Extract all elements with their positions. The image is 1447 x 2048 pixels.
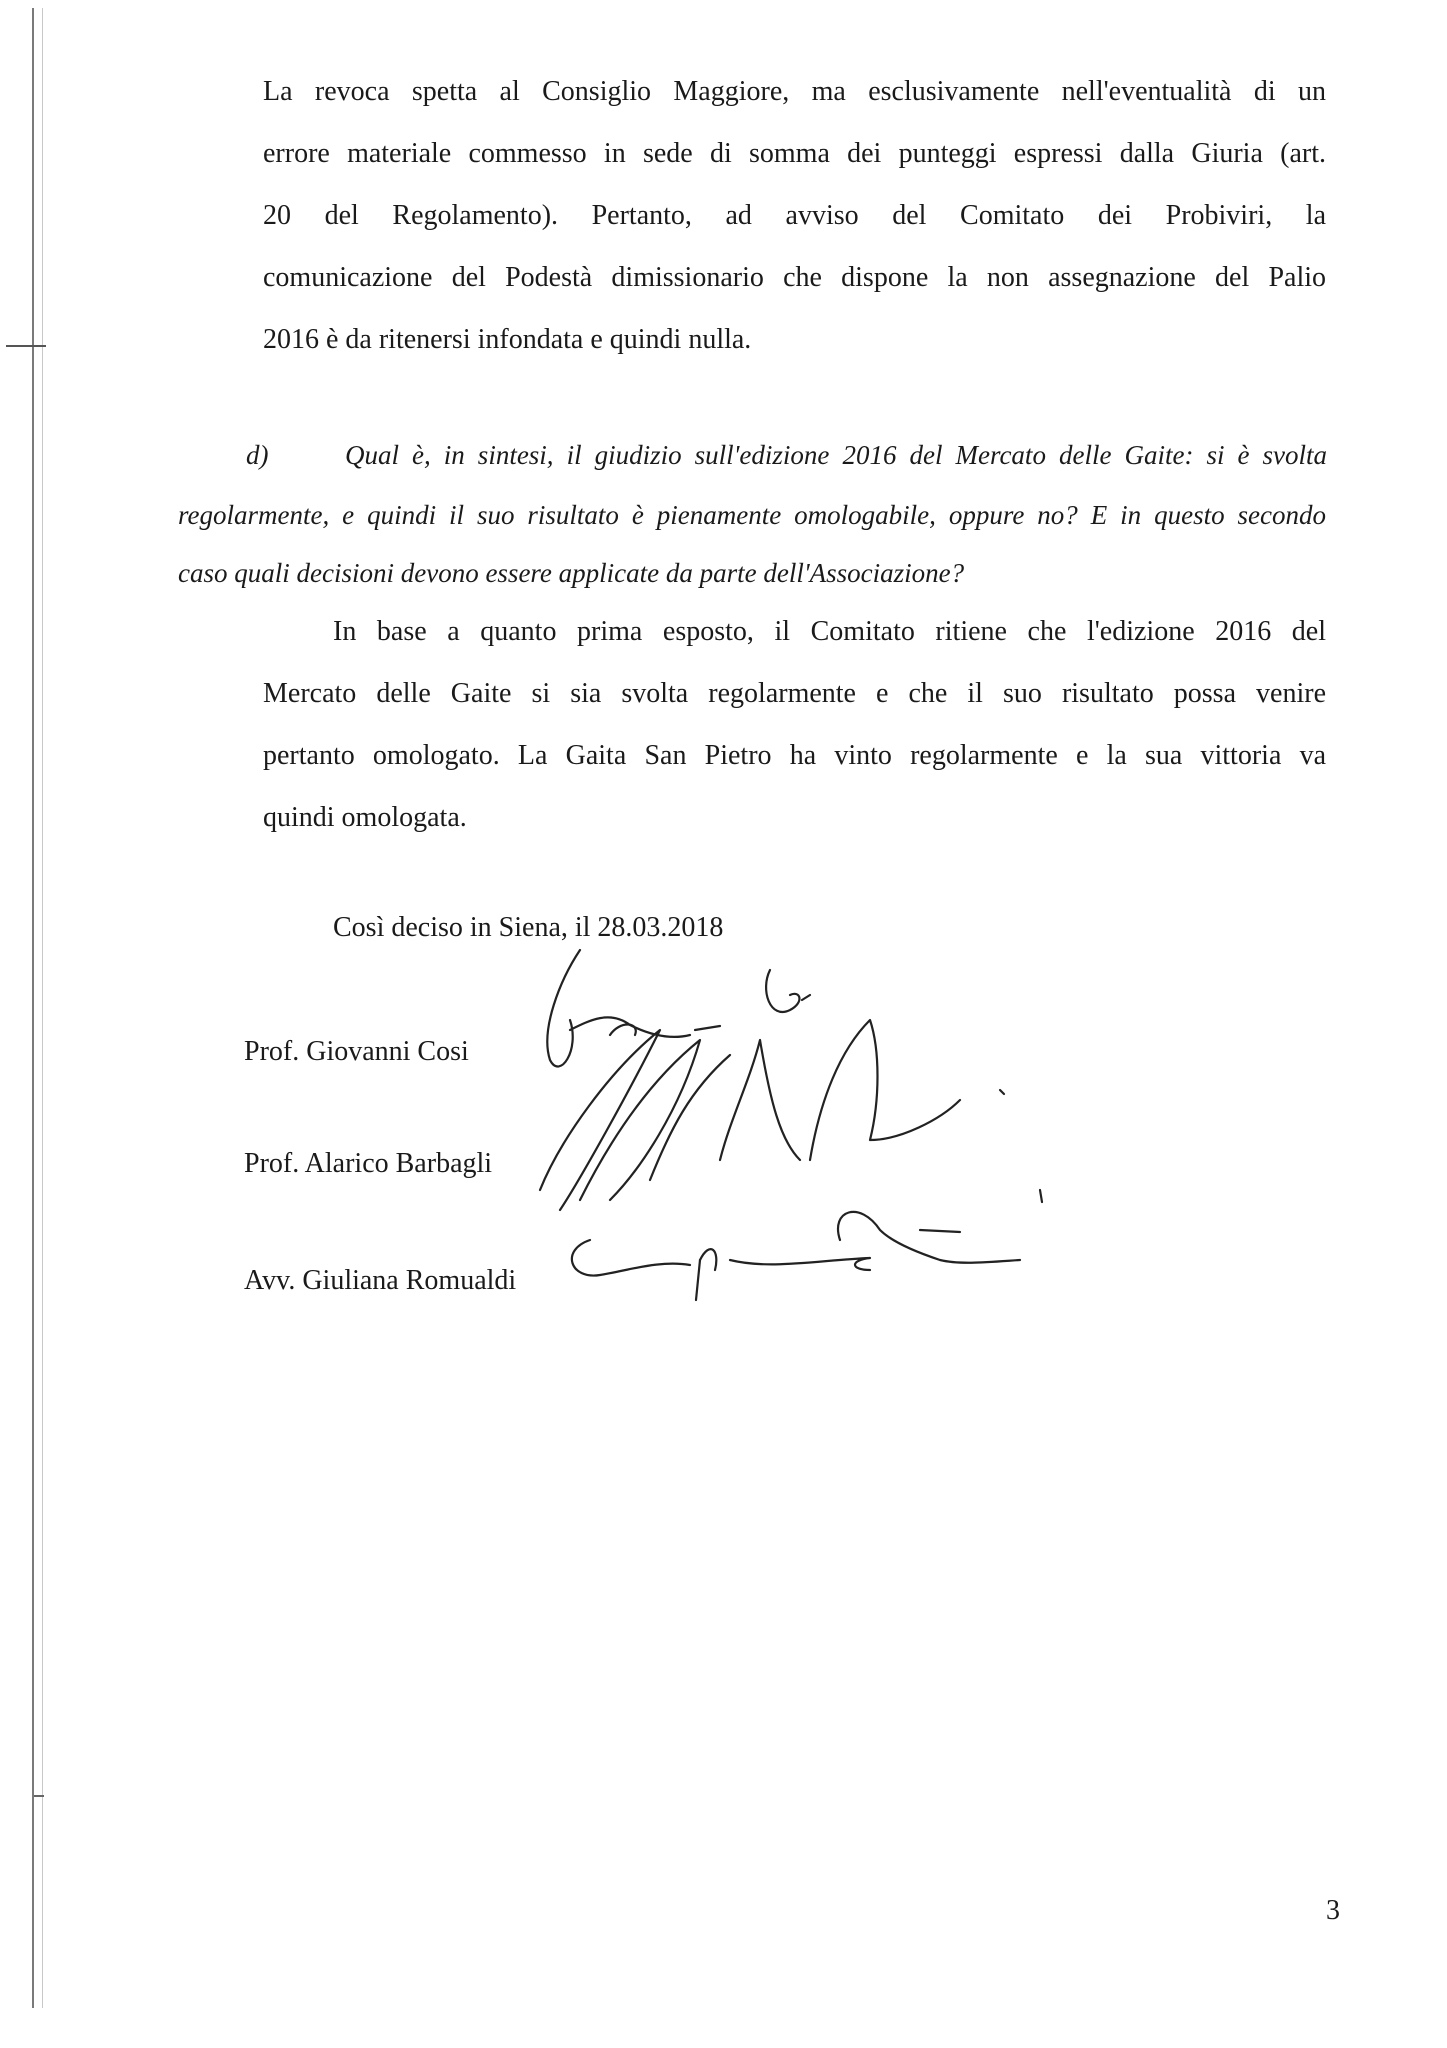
question-line: regolarmente, e quindi il suo risultato è pienamente omologabile, oppure no? E in questo secondo: [178, 500, 1326, 530]
page-number: 3: [1326, 1895, 1340, 1926]
text-line: 20 del Regolamento). Pertanto, ad avviso del Comitato dei Probiviri, la: [263, 200, 1326, 231]
signatory-name: Prof. Alarico Barbagli: [244, 1148, 493, 1179]
question-line: caso quali decisioni devono essere applicate da parte dell'Associazione?: [178, 558, 965, 588]
text-line: Mercato delle Gaite si sia svolta regolarmente e che il suo risultato possa venire: [263, 678, 1326, 709]
question-marker: d): [246, 440, 269, 470]
scan-mark: [6, 345, 46, 347]
signatory-name: Avv. Giuliana Romualdi: [244, 1265, 517, 1296]
text-line: quindi omologata.: [263, 802, 467, 833]
question-line: Qual è, in sintesi, il giudizio sull'edizione 2016 del Mercato delle Gaite: si è svolta: [345, 440, 1327, 470]
text-line: 2016 è da ritenersi infondata e quindi nulla.: [263, 324, 752, 355]
signatory-name: Prof. Giovanni Cosi: [244, 1036, 469, 1067]
handwritten-signatures: [520, 940, 1180, 1340]
text-line: La revoca spetta al Consiglio Maggiore, ma esclusivamente nell'eventualità di un: [263, 76, 1326, 107]
text-line: pertanto omologato. La Gaita San Pietro ha vinto regolarmente e la sua vittoria va: [263, 740, 1326, 771]
text-line: In base a quanto prima esposto, il Comitato ritiene che l'edizione 2016 del: [333, 616, 1326, 647]
text-line: errore materiale commesso in sede di somma dei punteggi espressi dalla Giuria (art.: [263, 138, 1326, 169]
scan-mark: [34, 1795, 44, 1797]
scan-edge: [32, 8, 34, 2008]
closing-date: Così deciso in Siena, il 28.03.2018: [333, 912, 724, 943]
scan-edge-inner: [42, 8, 43, 2008]
text-line: comunicazione del Podestà dimissionario che dispone la non assegnazione del Palio: [263, 262, 1326, 293]
